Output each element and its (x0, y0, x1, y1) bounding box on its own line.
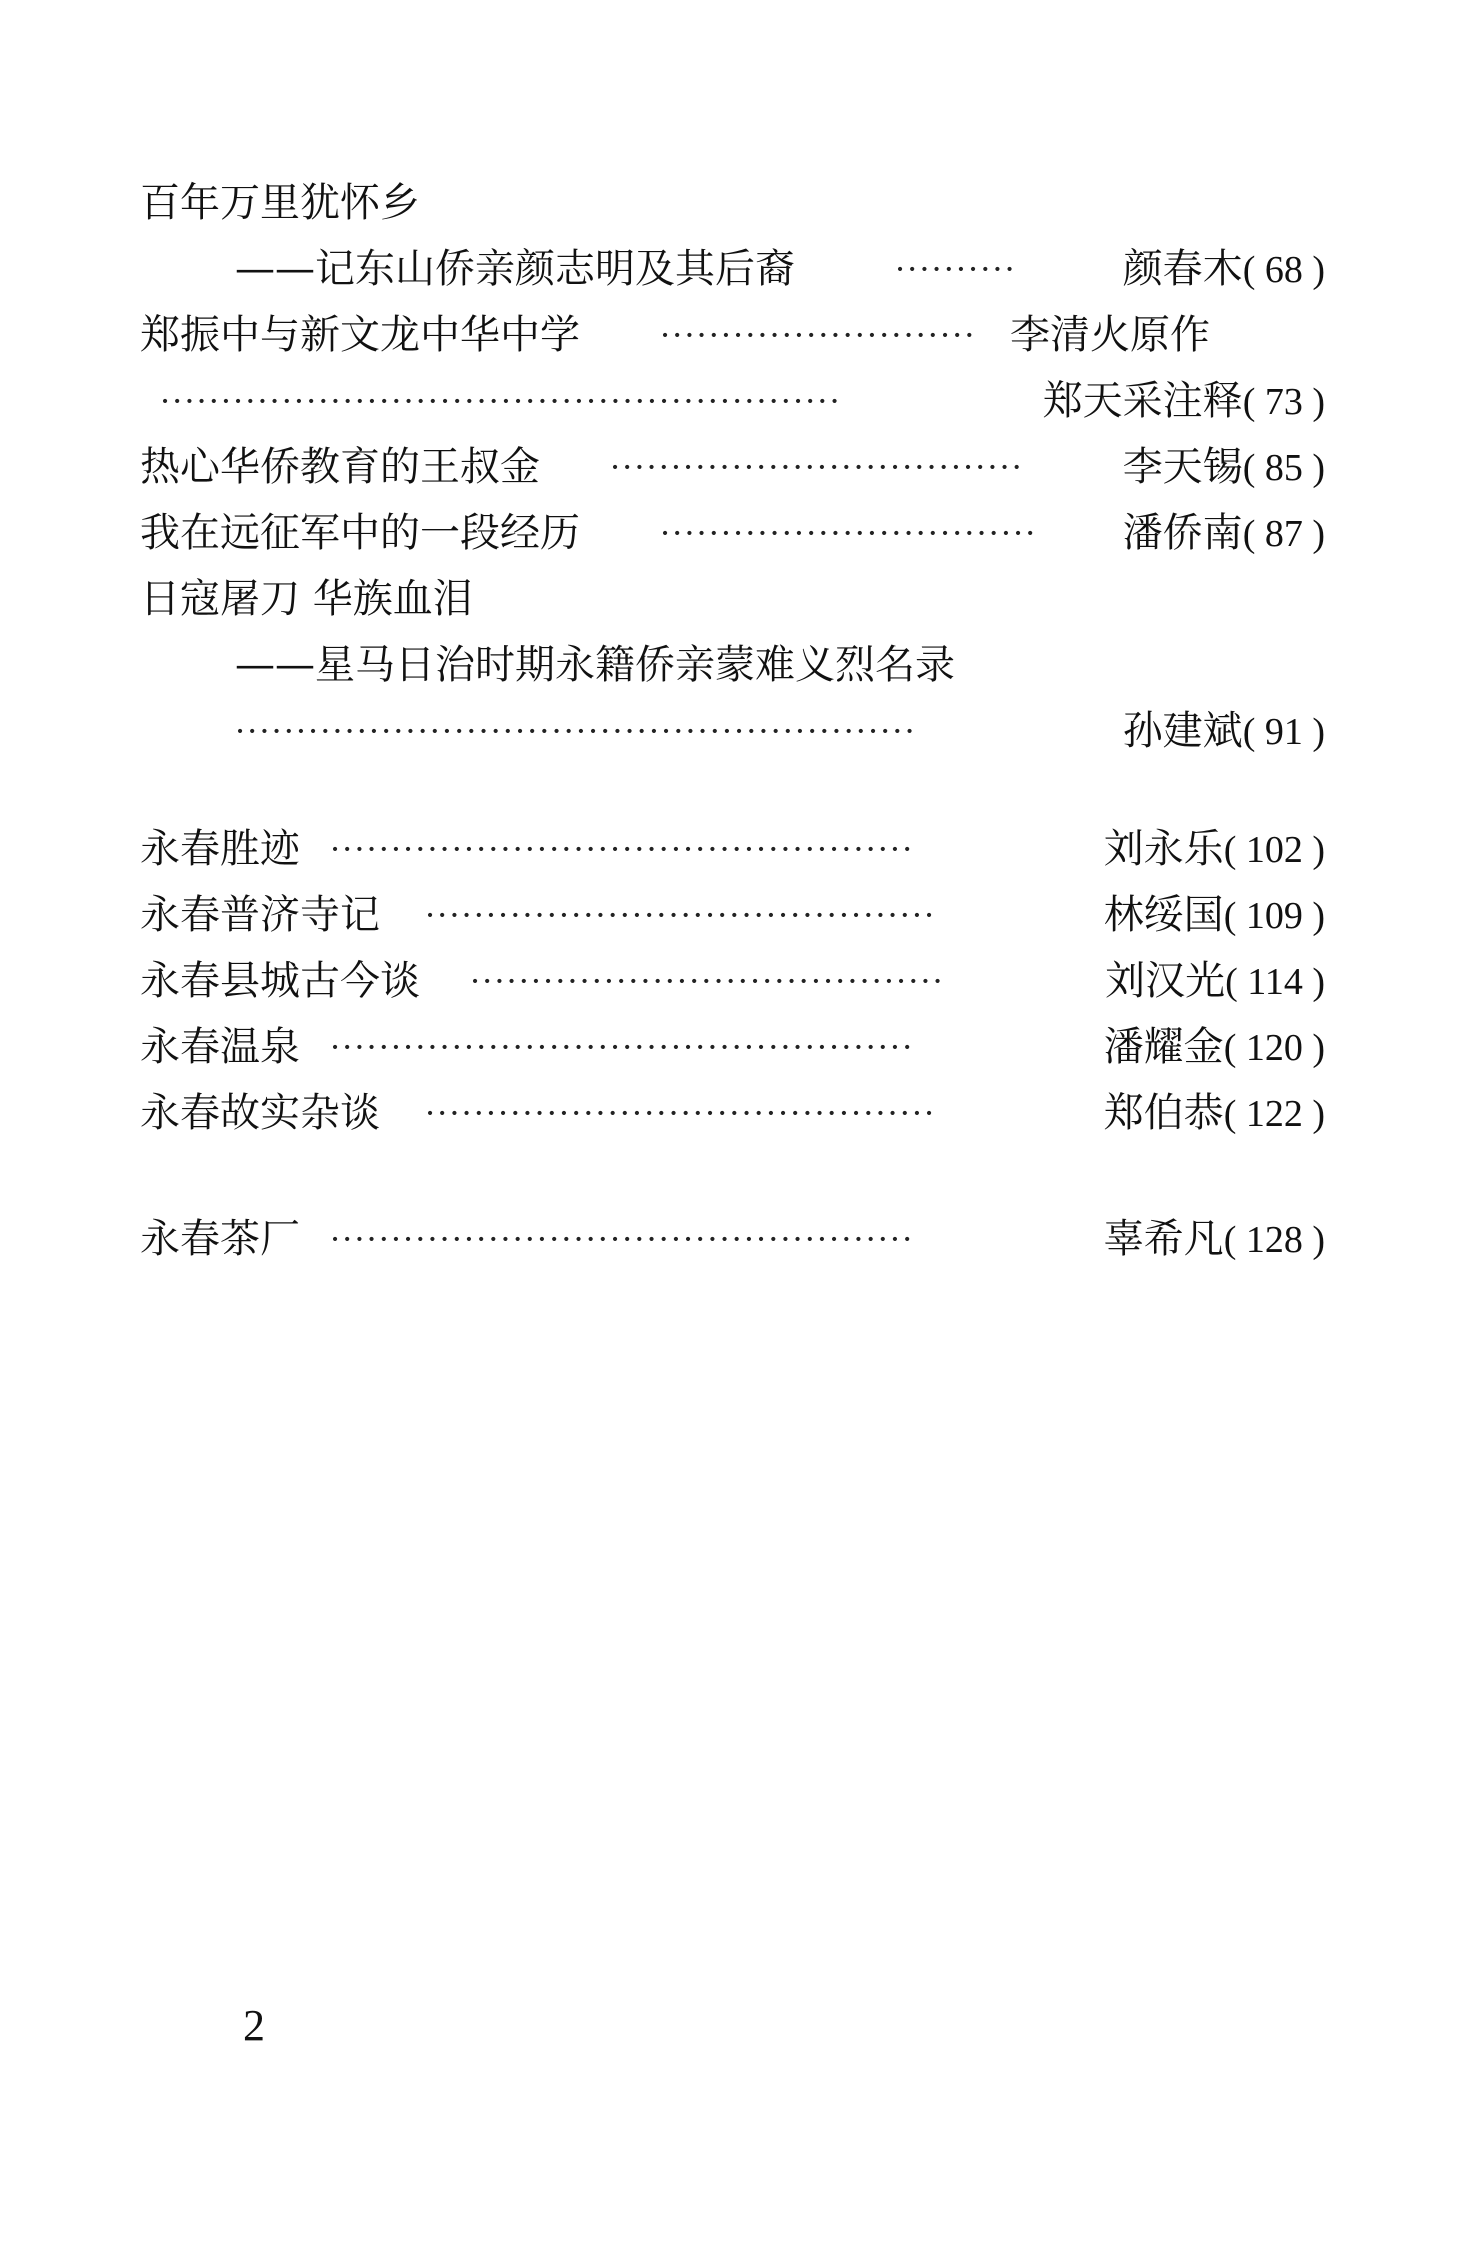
toc-entry-page: ( 120 ) (1223, 1027, 1325, 1069)
toc-entry-ref (1104, 1080, 1325, 1147)
toc-entry-title: 永春县城古今谈 (140, 958, 420, 1004)
toc-entry-author: 辜希凡 (1103, 1216, 1224, 1262)
toc-entry-title: 热心华侨教育的王叔金 (140, 444, 540, 490)
dot-leader: ························································ (235, 712, 917, 750)
dot-leader: ·························· (660, 316, 977, 354)
toc-entry-page: ( 128 ) (1223, 1219, 1325, 1261)
toc-entry-page: ( 87 ) (1242, 513, 1325, 555)
toc-entry-author: 李天锡 (1122, 444, 1243, 490)
toc-entry (140, 698, 1325, 764)
toc-entry-page: ( 91 ) (1242, 711, 1325, 753)
dot-leader: ·········· (895, 250, 1017, 288)
toc-entry-page: ( 114 ) (1225, 961, 1325, 1003)
toc-entry-author: 潘耀金 (1103, 1024, 1224, 1070)
dot-leader: ················································ (330, 830, 915, 868)
toc-entry-author: 郑伯恭 (1103, 1090, 1224, 1136)
toc-entry-ref (1104, 1014, 1325, 1081)
toc-entry-page: ( 122 ) (1223, 1093, 1325, 1135)
toc-entry (140, 302, 1325, 368)
toc-entry-title: 我在远征军中的一段经历 (140, 510, 580, 556)
toc-entry-subtitle: ——记东山侨亲颜志明及其后裔 (235, 246, 795, 292)
toc-entry (140, 170, 1325, 236)
toc-entry (140, 434, 1325, 500)
toc-entry-page: ( 68 ) (1242, 249, 1325, 291)
toc-entry-ref (1104, 816, 1325, 883)
dot-leader: ················································ (330, 1028, 915, 1066)
toc-entry (140, 236, 1325, 302)
toc-entry-title: 永春胜迹 (140, 826, 300, 872)
dot-leader: ······························· (660, 514, 1038, 552)
toc-entry-ref (1123, 698, 1325, 765)
dot-leader: ······································· (470, 962, 945, 1000)
toc-entry-author: 林绥国 (1103, 892, 1224, 938)
dot-leader: ·································· (610, 448, 1024, 486)
toc-entry (140, 1080, 1325, 1146)
dot-leader: ·········································· (425, 896, 937, 934)
toc-entry-ref (1010, 302, 1210, 368)
toc-entry-title: 永春普济寺记 (140, 892, 380, 938)
toc-entry (140, 566, 1325, 632)
toc-entry-page: ( 85 ) (1242, 447, 1325, 489)
toc-entry (140, 1014, 1325, 1080)
toc-entry-ref (1123, 434, 1325, 501)
toc-entry-author: 李清火原作 (1010, 312, 1210, 358)
toc-entry (140, 948, 1325, 1014)
toc-entry-author: 颜春木 (1122, 246, 1243, 292)
toc-entry-title: 永春故实杂谈 (140, 1090, 380, 1136)
toc-entry-title: 百年万里犹怀乡 (140, 180, 420, 226)
toc-entry (140, 368, 1325, 434)
toc-entry (140, 632, 1325, 698)
toc-entry (140, 816, 1325, 882)
toc-entry-author: 潘侨南 (1122, 510, 1243, 556)
toc-entry-page: ( 109 ) (1223, 895, 1325, 937)
toc-entry-title: 郑振中与新文龙中华中学 (140, 312, 580, 358)
toc-entry-ref (1104, 1206, 1325, 1273)
toc-entry-author: 孙建斌 (1122, 708, 1243, 754)
toc-entry-ref (1104, 882, 1325, 949)
dot-leader: ················································ (330, 1220, 915, 1258)
toc-entry-ref (1123, 236, 1325, 303)
toc-entry-author: 刘汉光 (1105, 958, 1226, 1004)
toc-entry-title: 永春温泉 (140, 1024, 300, 1070)
toc-entry-subtitle: ——星马日治时期永籍侨亲蒙难义烈名录 (235, 642, 955, 688)
toc-entry (140, 882, 1325, 948)
toc-entry-author: 刘永乐 (1103, 826, 1224, 872)
toc-entry-ref (1105, 948, 1325, 1015)
page-number: 2 (243, 2001, 265, 2050)
dot-leader: ·········································· (425, 1094, 937, 1132)
table-of-contents (140, 170, 1325, 1272)
toc-entry-ref (1123, 500, 1325, 567)
toc-entry (140, 500, 1325, 566)
toc-entry-title: 日寇屠刀 华族血泪 (140, 576, 473, 622)
toc-entry (140, 1206, 1325, 1272)
toc-entry-page: ( 73 ) (1242, 381, 1325, 423)
toc-entry-ref (1043, 368, 1325, 435)
toc-entry-author: 郑天采注释 (1042, 378, 1243, 424)
toc-entry-page: ( 102 ) (1223, 829, 1325, 871)
dot-leader: ························································ (160, 382, 842, 420)
toc-entry-title: 永春茶厂 (140, 1216, 300, 1262)
